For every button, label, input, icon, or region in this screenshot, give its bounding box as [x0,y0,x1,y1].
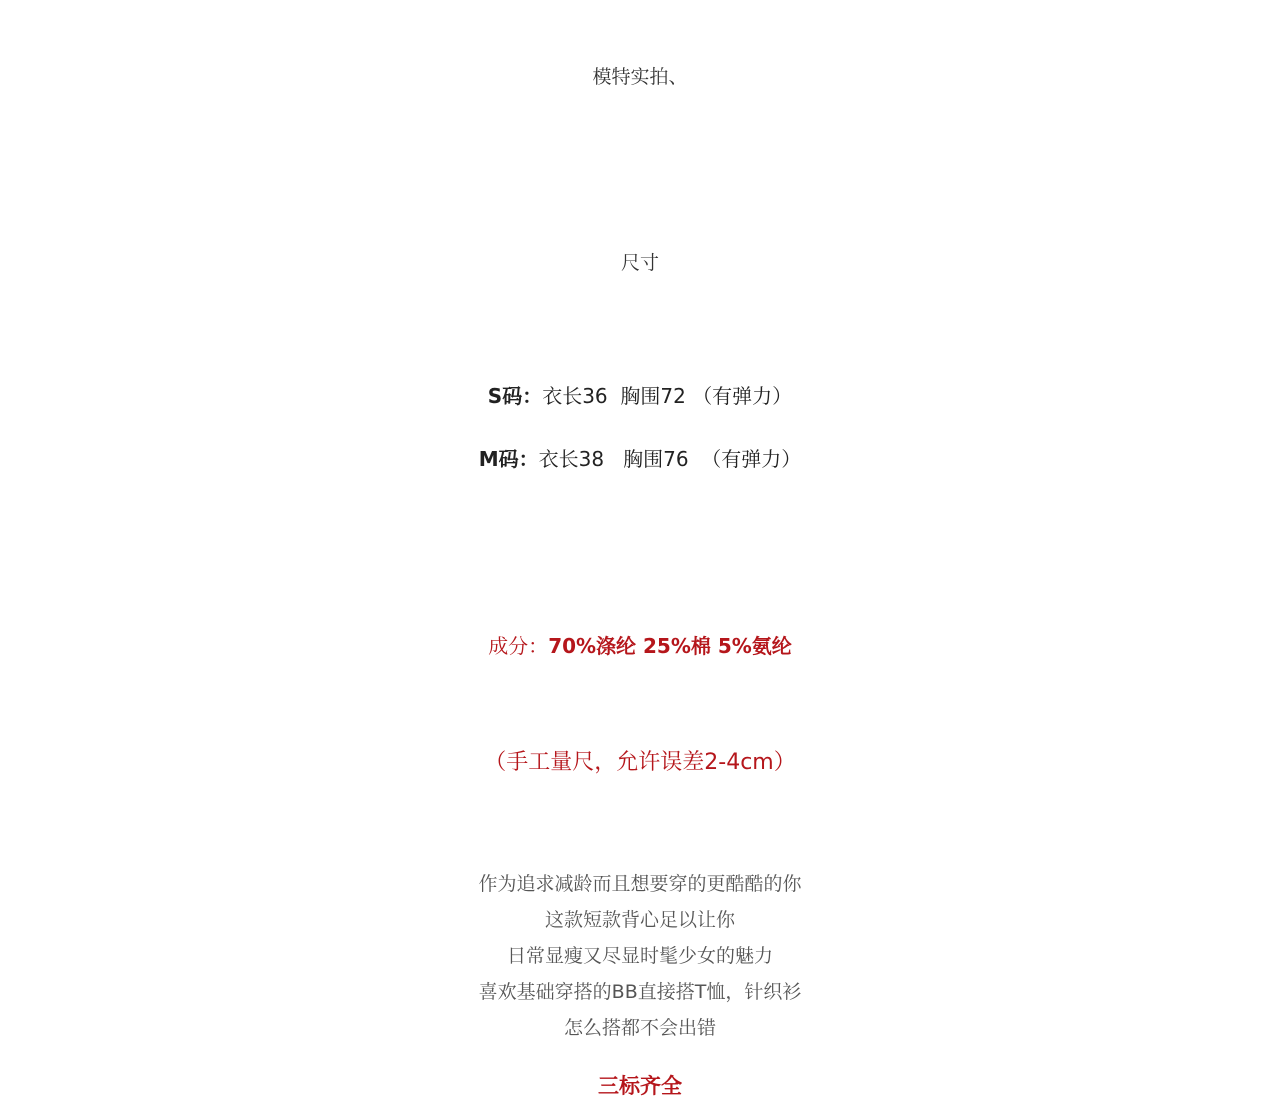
description-line: 喜欢基础穿搭的BB直接搭T恤，针织衫 [478,981,802,1003]
size-elastic-note: （有弹力） [701,447,802,471]
size-length: 衣长36 [542,384,608,408]
size-separator: ： [518,447,539,471]
composition-line [0,630,1280,659]
label-badge: 三标齐全 [598,1074,682,1098]
measurement-note: （手工量尺，允许误差2-4cm） [484,750,796,775]
size-elastic-note: （有弹力） [692,384,793,408]
product-description [0,866,1280,1046]
size-separator: ： [522,384,543,408]
composition-value: 70%涤纶 25%棉 5%氨纶 [548,634,792,658]
size-row-s [0,380,1280,409]
size-length: 衣长38 [538,447,605,471]
size-bust: 胸围72 [620,384,686,408]
size-bust: 胸围76 [623,447,689,471]
size-row-m [0,443,1280,472]
section-heading: 模特实拍、 [592,66,688,88]
size-title: 尺寸 [620,252,659,274]
size-code: S码 [487,384,523,408]
composition-label: 成分： [488,634,549,658]
description-line: 日常显瘦又尽显时髦少女的魅力 [506,945,773,967]
description-line: 这款短款背心足以让你 [544,909,735,931]
description-line: 怎么搭都不会出错 [563,1017,716,1039]
description-line: 作为追求减龄而且想要穿的更酷酷的你 [478,873,802,895]
size-code: M码 [478,447,519,471]
